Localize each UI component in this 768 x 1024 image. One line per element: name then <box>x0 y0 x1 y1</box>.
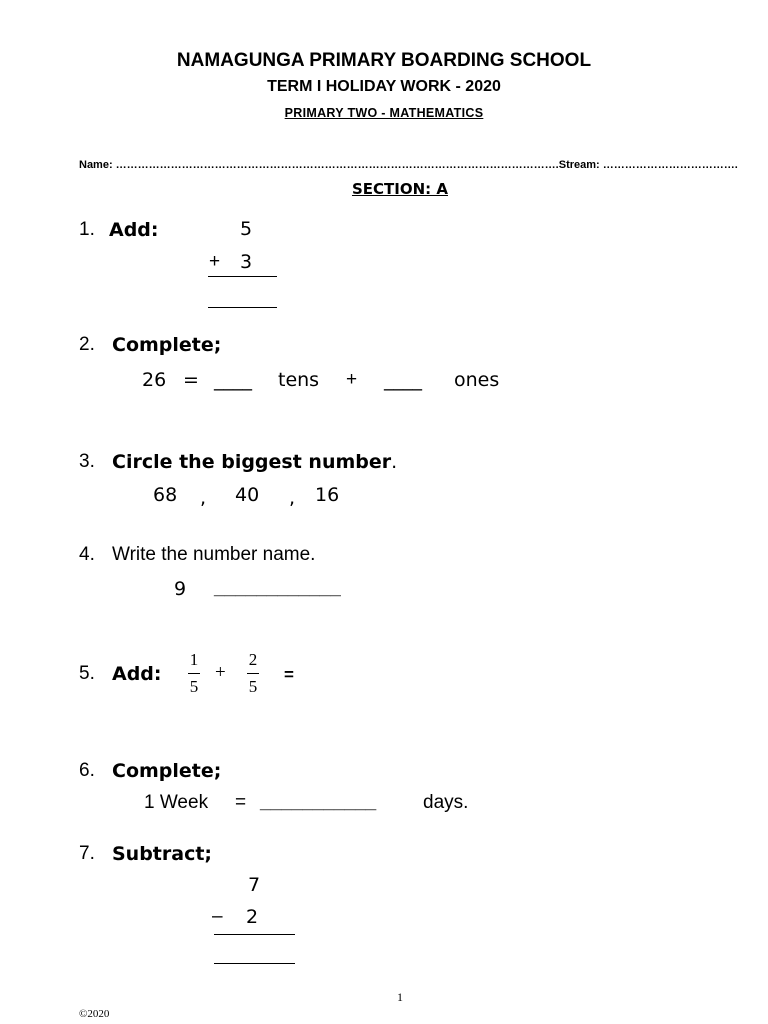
q5-fraction2-numerator: 2 <box>248 650 258 669</box>
q5-plus: + <box>215 662 226 683</box>
q1-answer-line <box>208 307 277 308</box>
q7-operator: – <box>212 906 223 927</box>
q5-fraction2-denominator: 5 <box>248 677 258 696</box>
q2-ones-label: ones <box>454 369 500 391</box>
q2-ones-blank[interactable]: ____ <box>384 369 422 391</box>
q6-unit: days. <box>423 792 469 813</box>
q5-fraction1-numerator: 1 <box>189 650 199 669</box>
q4-value: 9 <box>174 578 187 600</box>
q4-number: 4. <box>79 544 95 565</box>
q3-label-wrap <box>112 451 397 473</box>
q3-number: 3. <box>79 451 95 472</box>
q1-sum-line <box>208 276 277 277</box>
q1-label: Add: <box>109 219 159 241</box>
q6-label: Complete; <box>112 760 222 782</box>
q7-label: Subtract; <box>112 843 213 865</box>
section-title: SECTION: A <box>351 180 448 198</box>
q5-fraction1-bar <box>188 673 200 674</box>
q3-comma-1: , <box>200 487 207 509</box>
page-number: 1 <box>397 990 403 1004</box>
q1-top-number: 5 <box>240 218 253 240</box>
q2-label: Complete; <box>112 334 222 356</box>
q7-answer-line <box>214 963 295 964</box>
q7-top-number: 7 <box>248 874 261 896</box>
q2-tens-label: tens <box>278 369 320 391</box>
q2-lhs: 26 <box>142 369 167 391</box>
term-title: TERM I HOLIDAY WORK - 2020 <box>267 78 501 95</box>
q4-label: Write the number name. <box>112 544 316 565</box>
q3-comma-2: , <box>289 487 296 509</box>
q5-equals: = <box>284 665 294 684</box>
q6-lhs: 1 Week <box>144 792 209 813</box>
q6-number: 6. <box>79 760 95 781</box>
q3-period: . <box>391 451 398 473</box>
school-name: NAMAGUNGA PRIMARY BOARDING SCHOOL <box>176 50 592 71</box>
q2-equals: = <box>183 369 199 391</box>
q2-number: 2. <box>79 334 95 355</box>
q3-number-16[interactable]: 16 <box>315 484 340 506</box>
q5-label: Add: <box>112 663 162 685</box>
q5-fraction2-bar <box>247 673 259 674</box>
q7-bottom-number: 2 <box>246 906 259 928</box>
q1-operator: + <box>209 251 221 272</box>
q3-number-68[interactable]: 68 <box>153 484 178 506</box>
q5-fraction1-denominator: 5 <box>189 677 199 696</box>
q7-difference-line <box>214 934 295 935</box>
name-stream-line: Name: ………………………………………………………………………………………………………….Stream: ………………………………. <box>79 159 738 171</box>
copyright: ©2020 <box>79 1008 110 1020</box>
q4-answer-blank[interactable]: ____________ <box>214 578 341 599</box>
q2-tens-blank[interactable]: ____ <box>214 369 252 391</box>
q1-number: 1. <box>79 219 95 240</box>
q3-label: Circle the biggest number <box>112 451 392 473</box>
q2-plus: + <box>346 369 358 390</box>
q6-answer-blank[interactable]: ___________ <box>260 792 377 813</box>
subject-title <box>0 106 768 120</box>
q6-equals: = <box>235 792 247 813</box>
q7-number: 7. <box>79 843 95 864</box>
q1-bottom-number: 3 <box>240 251 253 273</box>
subject-text: PRIMARY TWO - MATHEMATICS <box>284 106 484 120</box>
q5-number: 5. <box>79 663 95 684</box>
q3-number-40[interactable]: 40 <box>235 484 260 506</box>
